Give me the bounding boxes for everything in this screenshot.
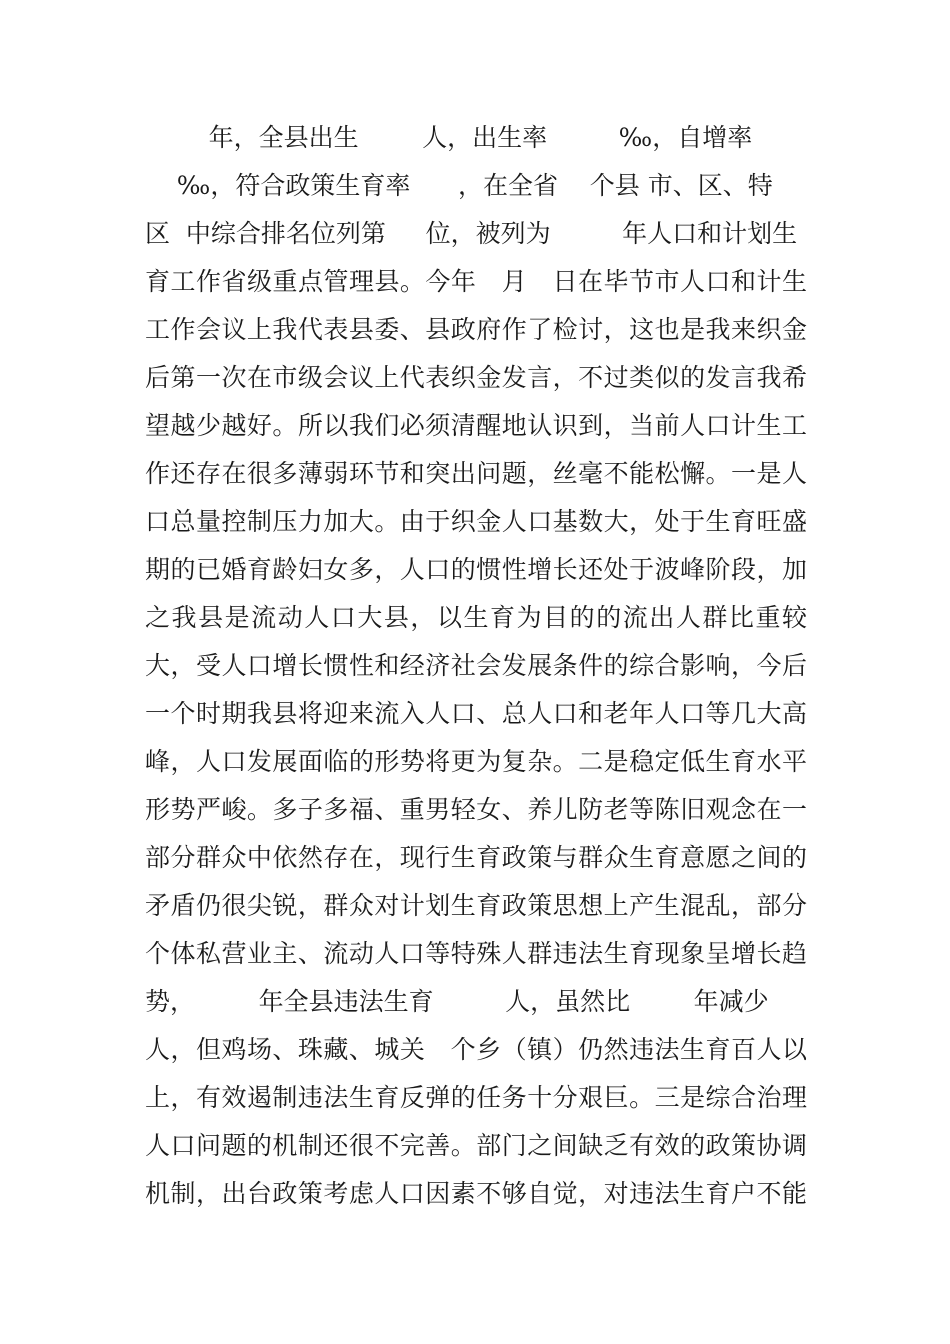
text-line-18: 个体私营业主、流动人口等特殊人群违法生育现象呈增长趋 <box>145 939 807 968</box>
text-line-9: 口总量控制压力加大。由于织金人口基数大，处于生育旺盛 <box>145 507 807 536</box>
text-line-3: 区 中综合排名位列第 位，被列为 年人口和计划生 <box>145 219 798 248</box>
text-line-12: 大，受人口增长惯性和经济社会发展条件的综合影响，今后 <box>145 651 807 680</box>
text-line-14: 峰，人口发展面临的形势将更为复杂。二是稳定低生育水平 <box>145 747 807 776</box>
text-line-20: 人，但鸡场、珠藏、城关 个乡（镇）仍然违法生育百人以 <box>145 1035 807 1064</box>
text-line-2: ‰，符合政策生育率 ，在全省 个县 市、区、特 <box>145 171 773 200</box>
text-line-21: 上，有效遏制违法生育反弹的任务十分艰巨。三是综合治理 <box>145 1083 807 1112</box>
text-line-11: 之我县是流动人口大县，以生育为目的的流出人群比重较 <box>145 603 807 632</box>
text-line-7: 望越少越好。所以我们必须清醒地认识到，当前人口计生工 <box>145 411 807 440</box>
text-line-1: 年，全县出生 人，出生率 ‰，自增率 <box>145 123 753 152</box>
text-line-13: 一个时期我县将迎来流入人口、总人口和老年人口等几大高 <box>145 699 807 728</box>
text-line-6: 后第一次在市级会议上代表织金发言，不过类似的发言我希 <box>145 363 807 392</box>
text-line-19: 势， 年全县违法生育 人，虽然比 年减少 <box>145 987 769 1016</box>
text-line-5: 工作会议上我代表县委、县政府作了检讨，这也是我来织金 <box>145 315 807 344</box>
text-line-4: 育工作省级重点管理县。今年 月 日在毕节市人口和计生 <box>145 267 807 296</box>
text-line-23: 机制，出台政策考虑人口因素不够自觉，对违法生育户不能 <box>145 1179 807 1208</box>
text-line-8: 作还存在很多薄弱环节和突出问题，丝毫不能松懈。一是人 <box>145 459 807 488</box>
text-line-10: 期的已婚育龄妇女多，人口的惯性增长还处于波峰阶段，加 <box>145 555 807 584</box>
text-line-15: 形势严峻。多子多福、重男轻女、养儿防老等陈旧观念在一 <box>145 795 807 824</box>
text-line-22: 人口问题的机制还很不完善。部门之间缺乏有效的政策协调 <box>145 1131 807 1160</box>
text-line-16: 部分群众中依然存在，现行生育政策与群众生育意愿之间的 <box>145 843 807 872</box>
text-line-17: 矛盾仍很尖锐，群众对计划生育政策思想上产生混乱，部分 <box>145 891 807 920</box>
